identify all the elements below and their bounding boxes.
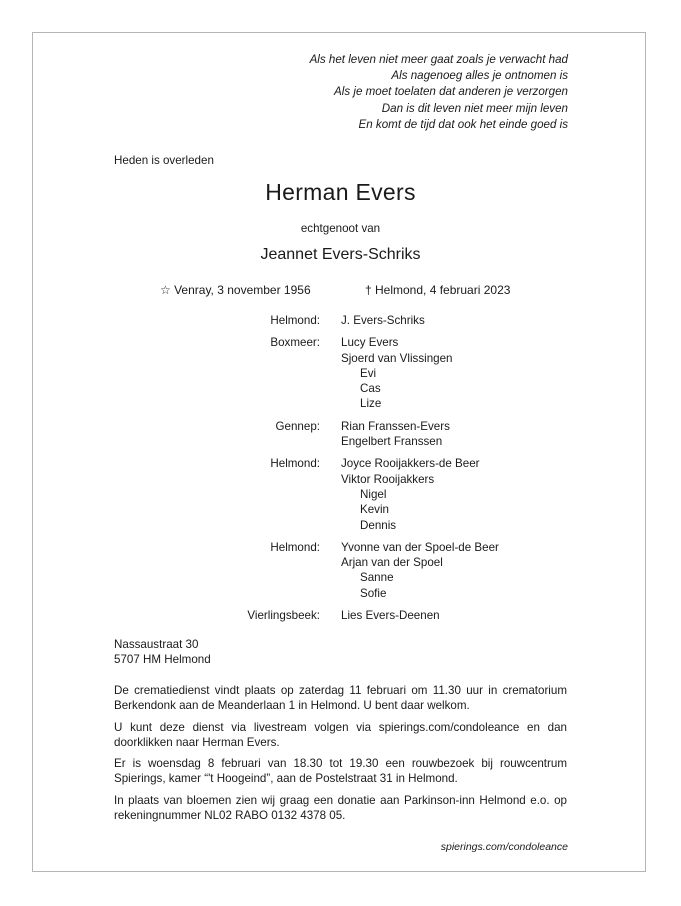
family-member: Arjan van der Spoel: [341, 556, 443, 570]
family-member: Viktor Rooijakkers: [341, 472, 435, 486]
family-grandchild: Nigel: [360, 487, 387, 501]
family-member: Engelbert Franssen: [341, 435, 443, 449]
family-member: Lies Evers-Deenen: [341, 609, 440, 623]
livestream-paragraph: U kunt deze dienst via livestream volgen via spierings.com/condoleance en dan doorklikken naar Herman Evers.: [114, 720, 567, 749]
family-grandchild: Kevin: [360, 503, 390, 517]
family-grandchild: Evi: [360, 366, 377, 380]
family-group: [0, 540, 499, 601]
family-group: [0, 313, 425, 328]
birth-info: ☆ Venray, 3 november 1956: [160, 283, 311, 297]
family-grandchild: Lize: [360, 397, 382, 411]
family-members: [341, 335, 499, 411]
family-place: Helmond:: [270, 540, 320, 554]
address: [114, 637, 211, 668]
relation-text: echtgenoot van: [300, 222, 381, 235]
family-grandchild: Sofie: [360, 586, 387, 600]
visitation-paragraph: Er is woensdag 8 februari van 18.30 tot 19.30 een rouwbezoek bij rouwcentrum Spierings, kamer “'t Hoogeind”, aan de Postelstraat 31 in Helmond.: [114, 757, 567, 786]
family-member: J. Evers-Schriks: [341, 314, 425, 327]
cremation-paragraph: De crematiedienst vindt plaats op zaterdag 11 februari om 11.30 uur in crematorium Berkendonk aan de Meanderlaan 1 in Helmond. U bent daar welkom.: [114, 684, 567, 713]
family-group: [0, 456, 480, 532]
address-street: Nassaustraat 30: [114, 638, 199, 651]
poem-line: Als nagenoeg alles je ontnomen is: [391, 69, 568, 83]
family-member: Sjoerd van Vlissingen: [341, 351, 453, 365]
family-member: Yvonne van der Spoel-de Beer: [341, 540, 499, 554]
family-place: Gennep:: [275, 419, 320, 433]
address-city: 5707 HM Helmond: [114, 653, 211, 667]
donation-paragraph: In plaats van bloemen zien wij graag een donatie aan Parkinson-inn Helmond e.o. op rekeningnummer NL02 RABO 0132 4378 05.: [114, 793, 567, 823]
family-member: Lucy Evers: [341, 336, 399, 350]
family-group: [0, 335, 453, 411]
poem-line: Als het leven niet meer gaat zoals je verwacht had: [309, 53, 568, 66]
family-member: Rian Franssen-Evers: [341, 419, 450, 433]
family-group: [0, 608, 440, 623]
poem-line: En komt de tijd dat ook het einde goed is: [358, 117, 568, 131]
family-members: [341, 608, 499, 623]
family-grandchild: Cas: [360, 382, 381, 396]
intro-text: Heden is overleden: [114, 154, 214, 167]
family-grandchild: Sanne: [360, 571, 394, 585]
family-place: Boxmeer:: [270, 336, 320, 350]
poem-line: Dan is dit leven niet meer mijn leven: [381, 101, 568, 115]
family-list: [0, 313, 499, 630]
spouse-name: Jeannet Evers-Schriks: [260, 246, 421, 263]
family-place: Helmond:: [270, 457, 320, 471]
family-members: [341, 540, 499, 601]
family-group: [0, 419, 450, 450]
deceased-name: Herman Evers: [265, 179, 416, 205]
death-info: † Helmond, 4 februari 2023: [365, 283, 511, 297]
family-place: Helmond:: [270, 314, 320, 327]
poem-line: Als je moet toelaten dat anderen je verzorgen: [334, 85, 568, 99]
family-members: [341, 456, 499, 532]
service-info: [114, 683, 567, 829]
family-members: [341, 313, 499, 328]
footer-link[interactable]: spierings.com/condoleance: [440, 841, 568, 853]
family-grandchild: Dennis: [360, 518, 397, 532]
family-members: [341, 419, 499, 450]
poem: [310, 52, 568, 133]
family-place: Vierlingsbeek:: [247, 609, 320, 623]
family-member: Joyce Rooijakkers-de Beer: [341, 457, 480, 471]
